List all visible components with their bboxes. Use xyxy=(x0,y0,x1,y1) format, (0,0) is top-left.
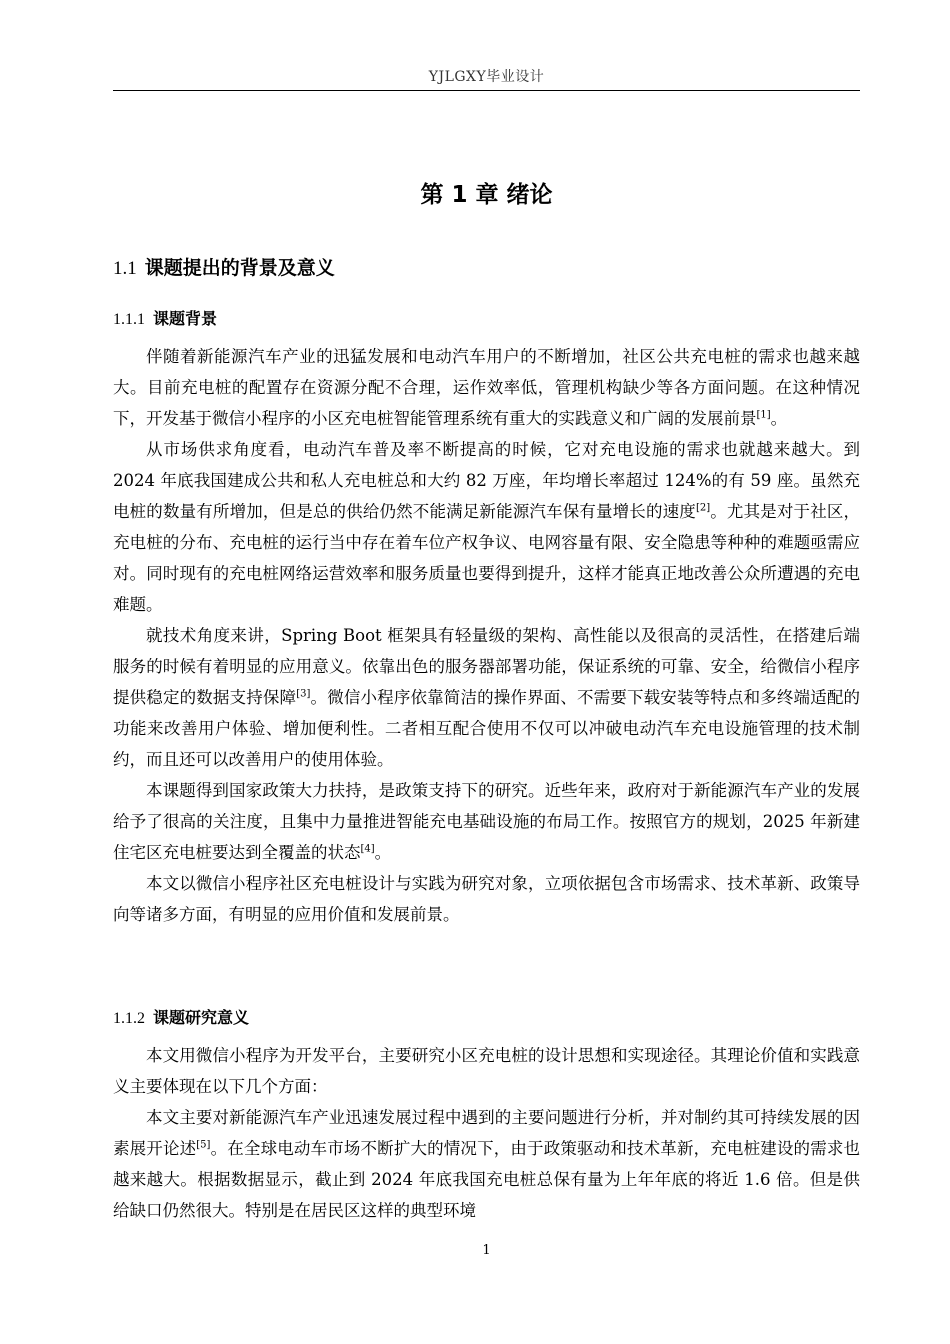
section-heading xyxy=(113,253,335,280)
paragraph: 就技术角度来讲，Spring Boot 框架具有轻量级的架构、高性能以及很高的灵活性，在搭建后端服务的时候有着明显的应用意义。依靠出色的服务器部署功能，保证系统的可靠、安全，给微信小程序提供稳定的数据支持保障[3]。微信小程序依靠简洁的操作界面、不需要下载安装等特点和多终端适配的功能来改善用户体验、增加便利性。二者相互配合使用不仅可以冲破电动汽车充电设施管理的技术制约，而且还可以改善用户的使用体验。 xyxy=(113,626,861,769)
citation-marker: [5] xyxy=(196,1139,211,1151)
subsection-heading-background xyxy=(113,306,217,329)
citation-marker: [2] xyxy=(695,502,711,514)
page-number: 1 xyxy=(482,1243,491,1258)
subsection-title: 课题研究意义 xyxy=(153,1008,250,1027)
subsection-number: 1.1.2 xyxy=(113,1010,145,1027)
body-text-background xyxy=(113,341,860,930)
citation-marker: [1] xyxy=(756,409,771,421)
paragraph: 本文主要对新能源汽车产业迅速发展过程中遇到的主要问题进行分析，并对制约其可持续发展的因素展开论述[5]。在全球电动车市场不断扩大的情况下，由于政策驱动和技术革新，充电桩建设的需求也越来越大。根据数据显示，截止到 2024 年底我国充电桩总保有量为上年年底的将近 1.6 倍。但是供给缺口仍然很大。特别是在居民区这样的典型环境 xyxy=(113,1108,861,1220)
subsection-number: 1.1.1 xyxy=(113,311,145,328)
paragraph: 本文用微信小程序为开发平台，主要研究小区充电桩的设计思想和实现途径。其理论价值和实践意义主要体现在以下几个方面： xyxy=(113,1046,860,1096)
paragraph: 本课题得到国家政策大力扶持，是政策支持下的研究。近些年来，政府对于新能源汽车产业的发展给予了很高的关注度，且集中力量推进智能充电基础设施的布局工作。按照官方的规划，2025 年新建住宅区充电桩要达到全覆盖的状态[4]。 xyxy=(113,781,860,862)
body-text-significance xyxy=(113,1040,860,1226)
subsection-heading-significance xyxy=(113,1005,249,1028)
paragraph: 本文以微信小程序社区充电桩设计与实践为研究对象，立项依据包含市场需求、技术革新、政策导向等诸多方面，有明显的应用价值和发展前景。 xyxy=(113,874,860,924)
paragraph: 伴随着新能源汽车产业的迅猛发展和电动汽车用户的不断增加，社区公共充电桩的需求也越来越大。目前充电桩的配置存在资源分配不合理，运作效率低，管理机构缺少等各方面问题。在这种情况下，开发基于微信小程序的小区充电桩智能管理系统有重大的实践意义和广阔的发展前景[1]。 xyxy=(113,347,860,428)
section-title: 课题提出的背景及意义 xyxy=(144,257,335,279)
citation-marker: [4] xyxy=(360,843,375,855)
chapter-title: 第 1 章 绪论 xyxy=(420,182,553,208)
section-number: 1.1 xyxy=(113,258,137,279)
header-rule xyxy=(113,90,860,91)
citation-marker: [3] xyxy=(296,688,311,700)
paragraph: 从市场供求角度看，电动汽车普及率不断提高的时候，它对充电设施的需求也就越来越大。到 2024 年底我国建成公共和私人充电桩总和大约 82 万座，年均增长率超过 124%的有 59 座。虽然充电桩的数量有所增加，但是总的供给仍然不能满足新能源汽车保有量增长的速度[2]。尤其是对于社区，充电桩的分布、充电桩的运行当中存在着车位产权争议、电网容量有限、安全隐患等种种的难题亟需应对。同时现有的充电桩网络运营效率和服务质量也要得到提升，这样才能真正地改善公众所遭遇的充电难题。 xyxy=(113,440,861,614)
subsection-title: 课题背景 xyxy=(153,309,218,328)
page-header: YJLGXY毕业设计 xyxy=(428,69,545,85)
